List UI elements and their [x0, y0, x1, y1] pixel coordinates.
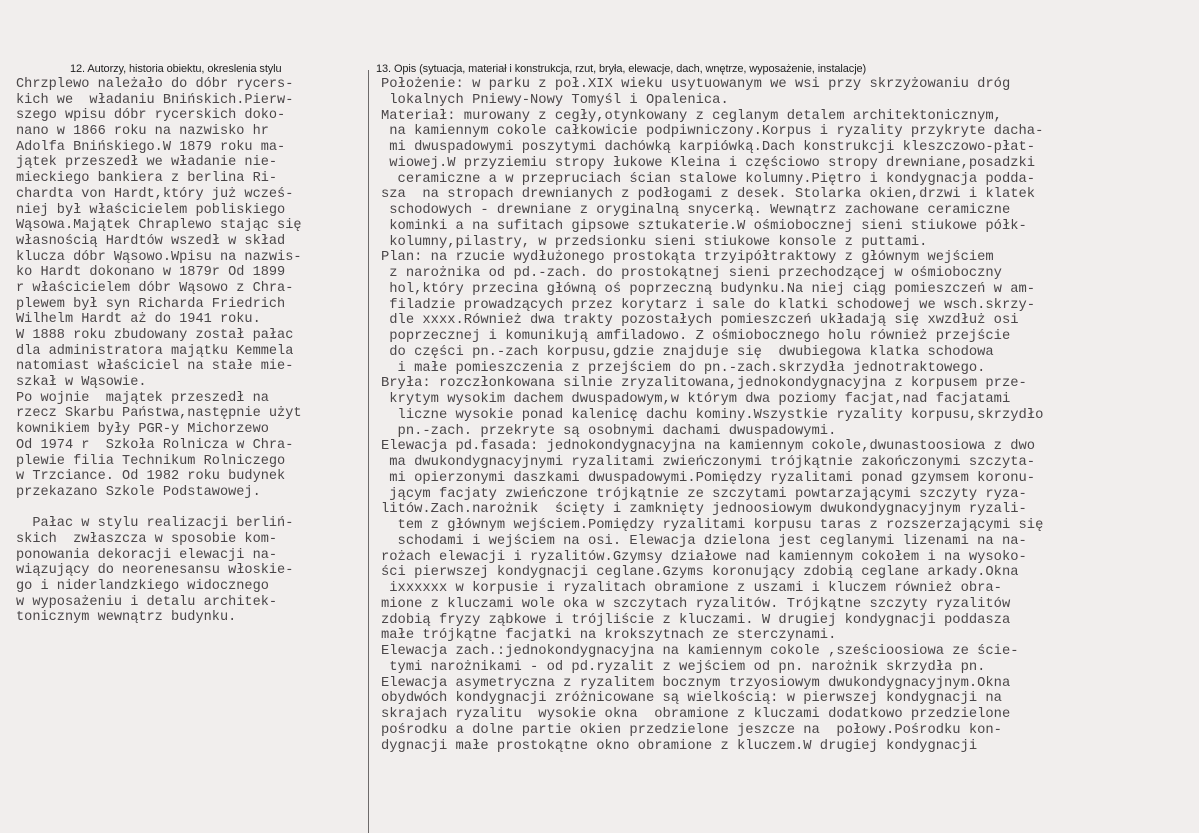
history-text-line: przekazano Szkole Podstawowej. — [16, 484, 261, 500]
history-text-line: klucza dóbr Wąsowo.Wpisu na nazwis- — [16, 249, 302, 265]
history-text-line: rzecz Skarbu Państwa,następnie użyt — [16, 406, 302, 422]
history-text-line: natomiast właściciel na stałe mie- — [16, 359, 294, 375]
history-text-line: dla administratora majątku Kemmela — [16, 343, 294, 359]
history-text-line: r właścicielem dóbr Wąsowo z Chra- — [16, 280, 294, 296]
history-text-line: wiązujący do neorenesansu włoskie- — [16, 563, 294, 579]
history-text-line: W 1888 roku zbudowany został pałac — [16, 328, 294, 343]
history-text-line: tonicznym wewnątrz budynku. — [16, 610, 237, 626]
description-text-line: obydwóch kondygnacji zróżnicowane są wielkością: w pierwszej kondygnacji na — [381, 691, 1002, 707]
description-text-line: jącym facjaty zwieńczone trójkątnie ze szczytami powtarzającymi szczyty ryza- — [381, 486, 1027, 502]
description-text-line: kominki a na sufitach gipsowe sztukaterie.W ośmiobocznej sieni stiukowe półk- — [381, 218, 1027, 234]
description-text-line: Elewacja zach.:jednokondygnacyjna na kamiennym cokole ,sześcioosiowa ze ście- — [381, 644, 1019, 659]
history-section-heading: 12. Autorzy, historia obiektu, okreslenia stylu — [70, 63, 282, 75]
description-section-heading: 13. Opis (sytuacja, materiał i konstrukcja, rzut, bryła, elewacje, dach, wnętrze, wyposażenie, instalacje) — [376, 63, 867, 75]
history-text-line: jątek przeszedł we władanie nie- — [16, 155, 278, 171]
description-text-line: lokalnych Pniewy-Nowy Tomyśl i Opalenica. — [381, 92, 729, 108]
description-text-line: Materiał: murowany z cegły,otynkowany z ceglanym detalem architektonicznym, — [381, 108, 1002, 124]
description-text-line: pn.-zach. przekryte są osobnymi dachami dwuspadowymi. — [381, 423, 837, 439]
history-text-line: szego wpisu dóbr rycerskich doko- — [16, 108, 286, 124]
description-text-line: pośrodku a dolne partie okien przedzielone jeszcze na połowy.Pośrodku kon- — [381, 722, 1002, 738]
history-text-line: plewie filia Technikum Rolniczego — [16, 453, 286, 469]
history-text-line: w Trzciance. Od 1982 roku budynek — [16, 469, 286, 485]
history-text-line: szkał w Wąsowie. — [16, 375, 147, 391]
description-text-line: zdobią fryzy ząbkowe i trójliście z kluczami. W drugiej kondygnacji poddasza — [381, 612, 1011, 628]
description-text-line: i małe pomieszczenia z przejściem do pn.-zach.skrzydła jednotraktowego. — [381, 360, 986, 376]
history-text-line: Adolfa Bnińskiego.W 1879 roku ma- — [16, 139, 286, 155]
description-text-line: sza na stropach drewnianych z podłogami z desek. Stolarka okien,drzwi i klatek — [381, 187, 1036, 203]
description-text-line: dygnacji małe prostokątne okno obramione z kluczem.W drugiej kondygnacji — [381, 738, 978, 754]
description-text-line: ści pierwszej kondygnacji ceglane.Gzyms koronujący zdobią ceglane arkady.Okna — [381, 565, 1019, 581]
description-text-line: rożach elewacji i ryzalitów.Gzymsy działowe nad kamiennym cokołem i na wysoko- — [381, 549, 1027, 565]
history-text-line — [16, 501, 364, 517]
history-text-line: ko Hardt dokonano w 1879r Od 1899 — [16, 265, 286, 281]
card-top-margin — [0, 0, 1199, 60]
history-text-line: własnością Hardtów wszedł w skład — [16, 233, 286, 249]
history-text-line: Wąsowa.Majątek Chraplewo stając się — [16, 218, 302, 234]
description-text-block — [381, 77, 1193, 754]
description-text-line: ceramiczne a w przepruciach ścian stalowe kolumny.Piętro i kondygnacja podda- — [381, 171, 1036, 187]
description-text-line: ixxxxxx w korpusie i ryzalitach obramione z uszami i kluczem również obra- — [381, 581, 1002, 596]
history-text-line: nano w 1866 roku na nazwisko hr — [16, 124, 269, 140]
history-text-line: kich we władaniu Bnińskich.Pierw- — [16, 92, 294, 108]
description-text-line: hol,który przecina główną oś poprzeczną budynku.Na niej ciąg pomieszczeń w am- — [381, 281, 1036, 297]
description-text-line: krytym wysokim dachem dwuspadowym,w którym dwa poziomy facjat,nad facjatami — [381, 392, 1011, 407]
description-text-line: ma dwukondygnacyjnymi ryzalitami zwieńczonymi trójkątnie zakończonymi szczyta- — [381, 455, 1036, 470]
history-text-line: niej był właścicielem pobliskiego — [16, 202, 286, 218]
description-text-line: Położenie: w parku z poł.XIX wieku usytuowanym we wsi przy skrzyżowaniu dróg — [381, 77, 1011, 92]
description-text-line: skrajach ryzalitu wysokie okna obramione z kluczami dodatkowo przedzielone — [381, 707, 1011, 722]
description-text-line: liczne wysokie ponad kalenicę dachu kominy.Wszystkie ryzality korpusu,skrzydło — [381, 407, 1044, 423]
history-text-line: kownikiem były PGR-y Michorzewo — [16, 422, 269, 438]
history-text-line: Od 1974 r Szkoła Rolnicza w Chra- — [16, 437, 294, 453]
description-text-line: kolumny,pilastry, w przedsionku sieni stiukowe konsole z puttami. — [381, 234, 928, 250]
description-text-line: dle xxxx.Również dwa trakty pozostałych pomieszczeń układają się xwzdłuż osi — [381, 313, 1019, 329]
history-text-line: plewem był syn Richarda Friedrich — [16, 296, 286, 312]
history-text-line: w wyposażeniu i detalu architek- — [16, 594, 278, 610]
description-text-line: tem z głównym wejściem.Pomiędzy ryzalitami korpusu taras z rozszerzającymi się — [381, 518, 1044, 533]
description-text-line: Elewacja pd.fasada: jednokondygnacyjna na kamiennym cokole,dwunastoosiowa z dwo — [381, 439, 1036, 455]
history-text-line: Po wojnie majątek przeszedł na — [16, 390, 269, 406]
description-text-line: litów.Zach.narożnik ścięty i zamknięty jednoosiowym dwukondygnacyjnym ryzali- — [381, 502, 1027, 518]
description-text-line: schodowych - drewniane z oryginalną snycerką. Wewnątrz zachowane ceramiczne — [381, 203, 1011, 218]
description-text-line: mi opierzonymi daszkami dwuspadowymi.Pomiędzy ryzalitami ponad gzymsem koronu- — [381, 470, 1036, 486]
history-text-line: chardta von Hardt,który już wcześ- — [16, 186, 294, 202]
description-text-line: tymi narożnikami - od pd.ryzalit z wejściem od pn. narożnik skrzydła pn. — [381, 659, 986, 675]
history-text-block — [16, 77, 364, 626]
history-text-line: Chrzplewo należało do dóbr rycers- — [16, 77, 294, 92]
history-text-line: skich zwłaszcza w sposobie kom- — [16, 531, 278, 547]
history-text-line: go i niderlandzkiego widocznego — [16, 579, 269, 594]
description-text-line: mi dwuspadowymi poszytymi dachówką karpiówką.Dach konstrukcji kleszczowo-płat- — [381, 140, 1036, 155]
description-text-line: filadzie prowadzących przez korytarz i sale do klatki schodowej we wsch.skrzy- — [381, 297, 1036, 313]
description-text-line: poprzecznej i komunikują amfiladowo. Z ośmiobocznego holu również przejście — [381, 329, 1011, 344]
description-text-line: mione z kluczami wole oka w szczytach ryzalitów. Trójkątne szczyty ryzalitów — [381, 596, 1011, 612]
description-text-line: Elewacja asymetryczna z ryzalitem bocznym trzyosiowym dwukondygnacyjnym.Okna — [381, 675, 1011, 691]
description-text-line: Bryła: rozczłonkowana silnie zryzalitowana,jednokondygnacyjna z korpusem prze- — [381, 376, 1027, 392]
history-text-line: ponowania dekoracji elewacji na- — [16, 547, 278, 563]
description-text-line: z narożnika od pd.-zach. do prostokątnej sieni przechodzącej w ośmioboczny — [381, 266, 1002, 281]
description-text-line: schodami i wejściem na osi. Elewacja dzielona jest ceglanymi lizenami na na- — [381, 533, 1027, 549]
history-text-line: Wilhelm Hardt aż do 1941 roku. — [16, 312, 261, 328]
description-text-line: do części pn.-zach korpusu,gdzie znajduje się dwubiegowa klatka schodowa — [381, 344, 994, 360]
description-text-line: małe trójkątne facjatki na krokszytnach ze sterczynami. — [381, 628, 837, 644]
column-divider — [368, 70, 369, 833]
description-text-line: na kamiennym cokole całkowicie podpiwniczony.Korpus i ryzality przykryte dacha- — [381, 124, 1044, 140]
history-text-line: mieckiego bankiera z berlina Ri- — [16, 171, 278, 187]
description-text-line: wiowej.W przyziemiu stropy łukowe Kleina i częściowo stropy drewniane,posadzki — [381, 155, 1036, 171]
description-text-line: Plan: na rzucie wydłużonego prostokąta trzyipółtraktowy z głównym wejściem — [381, 250, 994, 266]
history-text-line: Pałac w stylu realizacji berliń- — [16, 516, 294, 532]
